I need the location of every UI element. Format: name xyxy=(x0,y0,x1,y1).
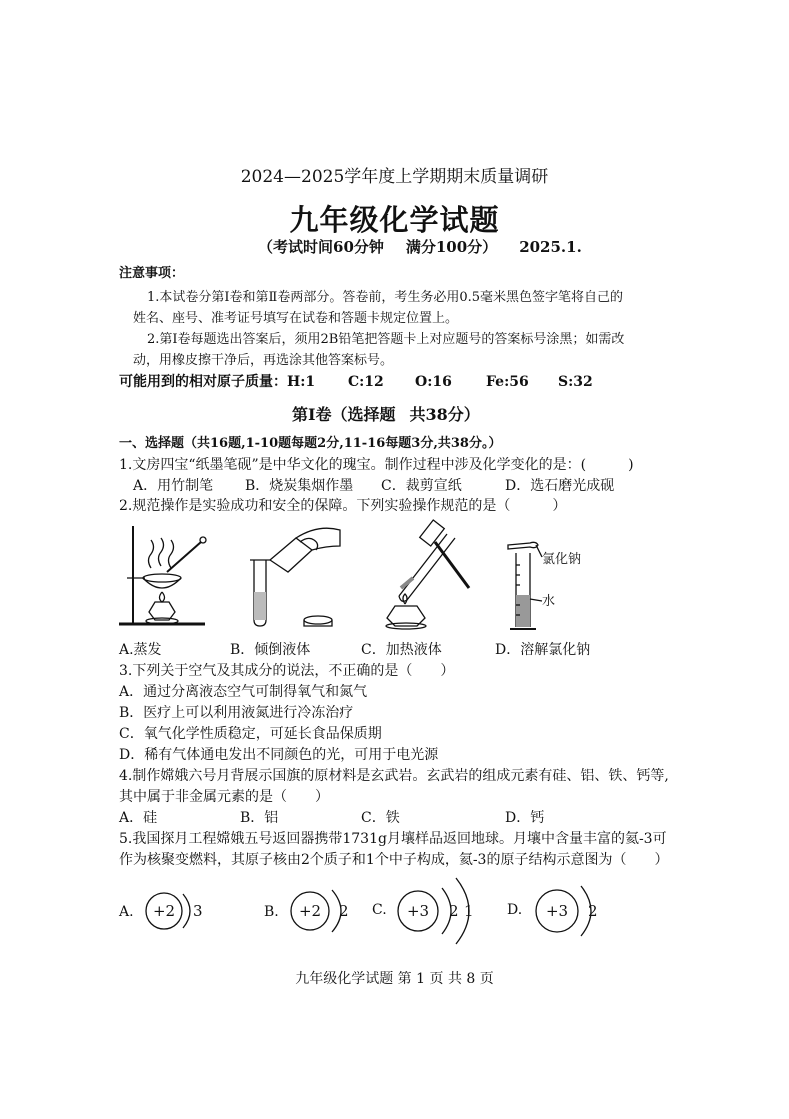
q5-option-a-shell-1: 3 xyxy=(193,902,203,920)
q4-stem-line-2: 其中属于非金属元素的是（ ） xyxy=(119,789,329,805)
q5-option-c-shell-1: 2 xyxy=(449,902,459,920)
q5-option-a-label: A. xyxy=(119,904,134,920)
atomic-mass-s: S:32 xyxy=(558,374,593,390)
notice-item-2-line-1: 2.第Ⅰ卷每题选出答案后，须用2B铅笔把答题卡上对应题号的答案标号涂黑；如需改 xyxy=(147,332,625,347)
q4-option-b: B．铝 xyxy=(240,810,279,826)
notice-heading: 注意事项： xyxy=(119,266,185,281)
q3-option-b: B．医疗上可以利用液氮进行冷冻治疗 xyxy=(119,705,354,721)
notice-item-1-line-2: 姓名、座号、准考证号填写在试卷和答题卡规定位置上。 xyxy=(133,311,459,326)
dissolve-nacl-figure xyxy=(500,535,600,635)
q5-option-d-shell-1: 2 xyxy=(588,902,598,920)
exam-subtitle xyxy=(258,236,604,257)
q5-option-c-label: C. xyxy=(372,902,387,918)
evaporation-figure xyxy=(115,520,220,630)
q1-stem: 1.文房四宝“纸墨笔砚”是中华文化的瑰宝。制作过程中涉及化学变化的是：( ) xyxy=(119,457,634,473)
q5-option-a-diagram xyxy=(117,882,217,942)
q2-stem: 2.规范操作是实验成功和安全的保障。下列实验操作规范的是（ ） xyxy=(119,498,567,514)
electron-shell-arc xyxy=(183,894,190,928)
notice-item-1-line-1: 1.本试卷分第Ⅰ卷和第Ⅱ卷两部分。答卷前，考生务必用0.5毫米黑色签字笔将自己的 xyxy=(147,290,624,305)
q3-option-d: D．稀有气体通电发出不同颜色的光，可用于电光源 xyxy=(119,747,439,763)
q5-option-d-label: D. xyxy=(507,902,523,918)
q5-option-b-shell-1: 2 xyxy=(339,902,349,920)
q5-option-d-nucleus: +3 xyxy=(545,902,569,920)
q2-option-c: C．加热液体 xyxy=(361,642,442,658)
full-score: 满分100分） xyxy=(405,238,498,256)
section-title-text: 第Ⅰ卷（选择题 xyxy=(292,405,396,424)
atomic-mass-fe: Fe:56 xyxy=(486,374,529,390)
q5-option-c-nucleus: +3 xyxy=(406,902,430,920)
heat-liquid-figure xyxy=(377,518,487,630)
school-year-heading: 2024—2025学年度上学期期末质量调研 xyxy=(240,167,549,187)
q1-option-a: A．用竹制笔 xyxy=(133,478,214,494)
exam-title: 九年级化学试题 xyxy=(289,203,500,237)
q4-stem-line-1: 4.制作嫦娥六号月背展示国旗的原材料是玄武岩。玄武岩的组成元素有硅、铝、铁、钙等, xyxy=(119,768,669,784)
q3-stem: 3.下列关于空气及其成分的说法，不正确的是（ ） xyxy=(119,663,455,679)
q4-option-a: A．硅 xyxy=(119,810,158,826)
q4-option-c: C．铁 xyxy=(361,810,400,826)
q3-option-a: A．通过分离液态空气可制得氧气和氮气 xyxy=(119,684,368,700)
atomic-mass-h: H:1 xyxy=(287,374,316,390)
atomic-masses-label: 可能用到的相对原子质量： xyxy=(119,374,287,390)
q2-option-d: D．溶解氯化钠 xyxy=(495,642,591,658)
q3-option-c: C．氧气化学性质稳定，可延长食品保质期 xyxy=(119,726,382,742)
q5-stem-line-2: 作为核聚变燃料，其原子核由2个质子和1个中子构成，氦-3的原子结构示意图为（ ） xyxy=(119,852,669,868)
q1-option-b: B．烧炭集烟作墨 xyxy=(245,478,354,494)
q5-option-b-diagram xyxy=(262,882,362,942)
water-label: 水 xyxy=(542,594,556,609)
atomic-mass-o: O:16 xyxy=(415,374,452,390)
q5-option-b-nucleus: +2 xyxy=(298,902,322,920)
q5-option-a-nucleus: +2 xyxy=(152,902,176,920)
q2-option-b: B．倾倒液体 xyxy=(230,642,311,658)
q5-stem-line-1: 5.我国探月工程嫦娥五号返回器携带1731g月壤样品返回地球。月壤中含量丰富的氦-3可 xyxy=(119,831,667,847)
q4-option-d: D．钙 xyxy=(505,810,545,826)
exam-date: 2025.1. xyxy=(519,238,582,256)
q5-option-c-shell-2: 1 xyxy=(464,902,474,920)
salt-label: 氯化钠 xyxy=(542,552,582,567)
q5-option-d-diagram xyxy=(505,878,615,944)
section-title xyxy=(292,402,480,425)
q5-option-b-label: B. xyxy=(264,904,279,920)
section-points: 共38分） xyxy=(409,405,480,424)
notice-item-2-line-2: 动，用橡皮擦干净后，再选涂其他答案标号。 xyxy=(133,353,394,368)
section-instruction: 一、选择题（共16题,1-10题每题2分,11-16每题3分,共38分。） xyxy=(119,436,502,451)
q5-option-c-diagram xyxy=(370,876,480,946)
atomic-mass-c: C:12 xyxy=(348,374,384,390)
exam-time: （考试时间60分钟 xyxy=(258,238,384,256)
page-footer: 九年级化学试题 第 1 页 共 8 页 xyxy=(295,971,494,987)
q2-option-a: A.蒸发 xyxy=(119,642,162,658)
pour-liquid-figure xyxy=(240,520,350,630)
q1-option-d: D．选石磨光成砚 xyxy=(505,478,615,494)
q1-option-c: C．裁剪宣纸 xyxy=(381,478,462,494)
